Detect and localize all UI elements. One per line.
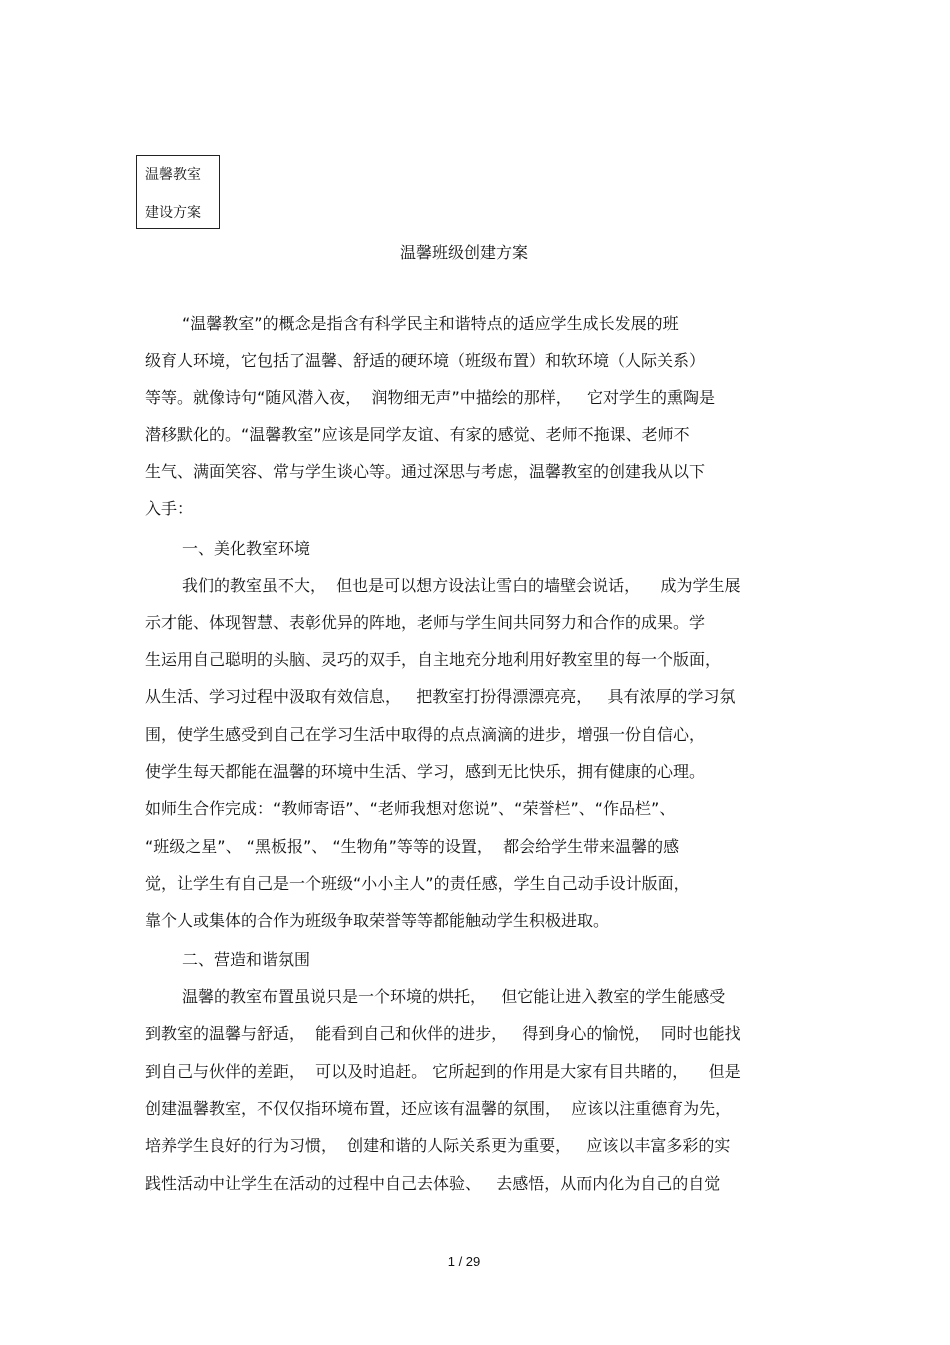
body-line: 靠个人或集体的合作为班级争取荣誉等等都能触动学生积极进取。 — [145, 911, 610, 930]
section-heading: 二、营造和谐氛围 — [182, 950, 311, 969]
body-line: 示才能、体现智慧、表彰优异的阵地，老师与学生间共同努力和合作的成果。学 — [145, 613, 706, 632]
body-line: 等等。就像诗句“随风潜入夜， 润物细无声”中描绘的那样， 它对学生的熏陶是 — [145, 388, 716, 407]
body-line: 围，使学生感受到自己在学习生活中取得的点点滴滴的进步，增强一份自信心， — [145, 725, 706, 744]
label-box — [136, 155, 220, 229]
body-line: 践性活动中让学生在活动的过程中自己去体验、 去感悟，从而内化为自己的自觉 — [145, 1174, 721, 1193]
body-line: 觉，让学生有自己是一个班级“小小主人”的责任感，学生自己动手设计版面， — [145, 874, 690, 893]
body-line: 如师生合作完成：“教师寄语”、“老师我想对您说”、“荣誉栏”、“作品栏”、 — [145, 799, 676, 818]
label-line-1: 温馨教室 — [145, 167, 201, 183]
body-line: 级育人环境，它包括了温馨、舒适的硬环境（班级布置）和软环境（人际关系） — [145, 351, 706, 370]
section-heading: 一、美化教室环境 — [182, 539, 311, 558]
body-line: 到自己与伙伴的差距， 可以及时追赶。 它所起到的作用是大家有目共睹的， 但是 — [145, 1062, 741, 1081]
body-line: “温馨教室”的概念是指含有科学民主和谐特点的适应学生成长发展的班 — [182, 314, 679, 333]
body-line: 培养学生良好的行为习惯， 创建和谐的人际关系更为重要， 应该以丰富多彩的实 — [145, 1136, 731, 1155]
body-line: 创建温馨教室，不仅仅指环境布置，还应该有温馨的氛围， 应该以注重德育为先， — [145, 1099, 732, 1118]
body-line: 生运用自己聪明的头脑、灵巧的双手，自主地充分地利用好教室里的每一个版面， — [145, 650, 722, 669]
body-line: 生气、满面笑容、常与学生谈心等。通过深思与考虑，温馨教室的创建我从以下 — [145, 462, 706, 481]
page-number: 1 / 29 — [447, 1254, 481, 1269]
document-title: 温馨班级创建方案 — [399, 243, 528, 262]
body-line: 我们的教室虽不大， 但也是可以想方设法让雪白的墙壁会说话， 成为学生展 — [182, 576, 741, 595]
body-line: 到教室的温馨与舒适， 能看到自己和伙伴的进步， 得到身心的愉悦， 同时也能找 — [145, 1024, 741, 1043]
body-line: “班级之星”、 “黑板报”、 “生物角”等等的设置， 都会给学生带来温馨的感 — [145, 837, 680, 856]
body-line: 使学生每天都能在温馨的环境中生活、学习，感到无比快乐，拥有健康的心理。 — [145, 762, 706, 781]
body-line: 从生活、学习过程中汲取有效信息， 把教室打扮得漂漂亮亮， 具有浓厚的学习氛 — [145, 687, 736, 706]
label-line-2: 建设方案 — [145, 205, 201, 221]
body-line: 潜移默化的。“温馨教室”应该是同学友谊、有家的感觉、老师不拖课、老师不 — [145, 425, 690, 444]
body-line: 温馨的教室布置虽说只是一个环境的烘托， 但它能让进入教室的学生能感受 — [182, 987, 726, 1006]
body-line: 入手： — [145, 499, 194, 518]
